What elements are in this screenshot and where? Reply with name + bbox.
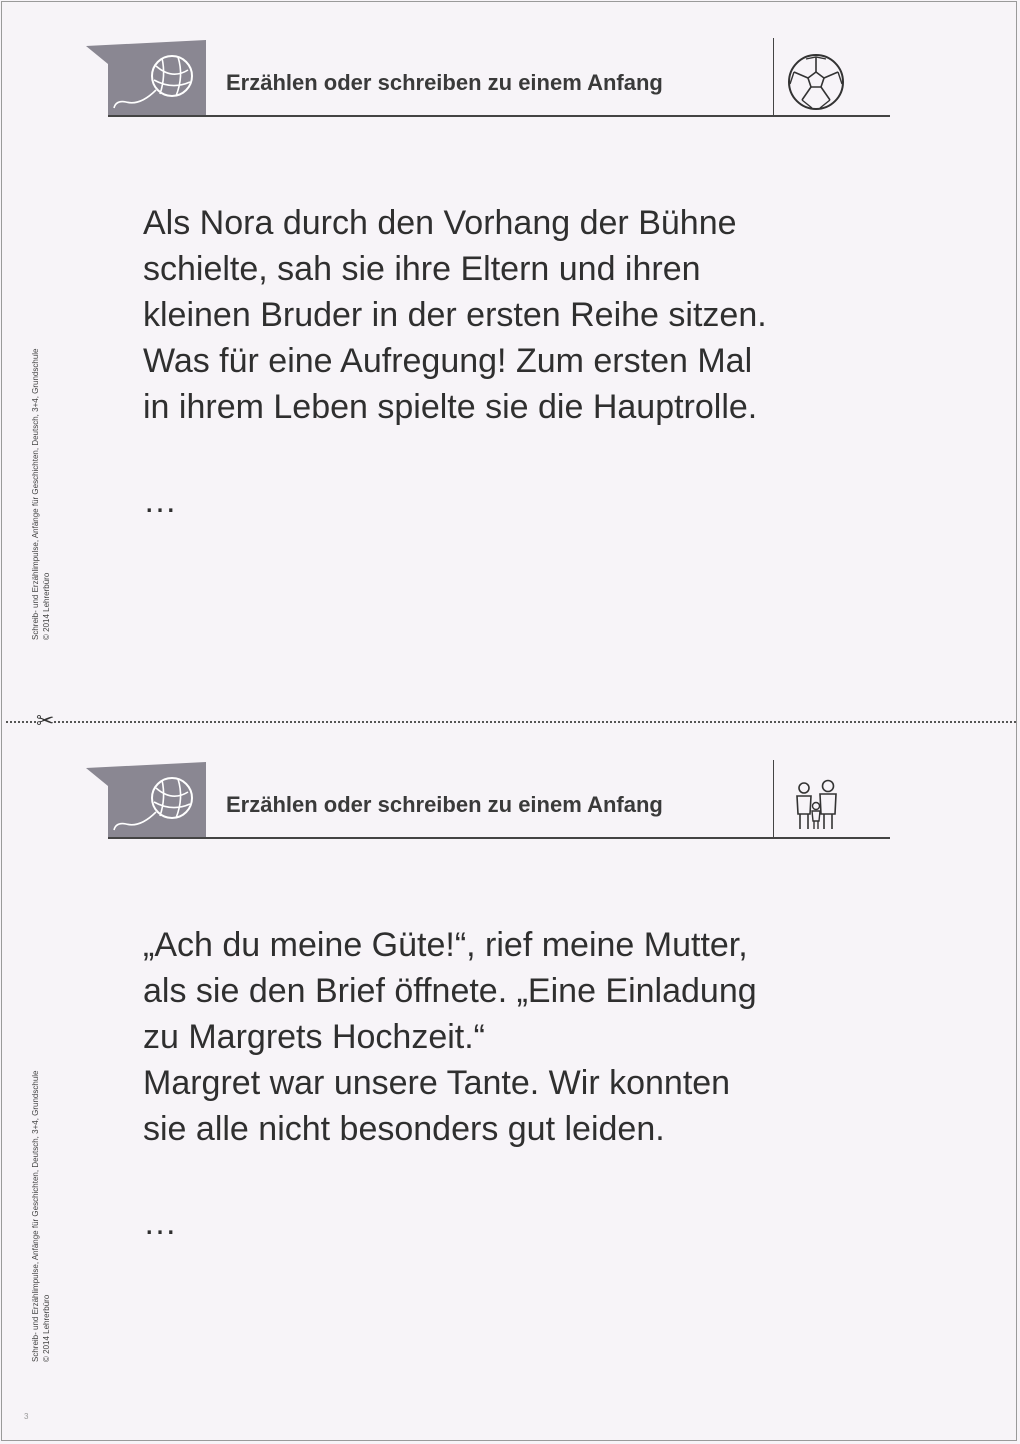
yarn-ball-banner-icon	[86, 762, 206, 838]
page-number: 3	[24, 1412, 29, 1421]
story-line: als sie den Brief öffnete. „Eine Einladung	[143, 972, 757, 1010]
story-line: in ihrem Leben spielte sie die Hauptrolle.	[143, 388, 758, 426]
yarn-ball-banner-icon	[86, 40, 206, 116]
story-line: Margret war unsere Tante. Wir konnten	[143, 1064, 731, 1102]
scissors-icon: ✂	[36, 708, 55, 733]
copyright-note: Schreib- und Erzählimpulse, Anfänge für Geschichten, Deutsch, 3+4, Grundschule © 2014 Lehrerbüro	[31, 348, 51, 640]
story-text	[143, 922, 883, 1152]
story-card-2	[0, 722, 1020, 1422]
story-line: Was für eine Aufregung! Zum ersten Mal	[143, 342, 753, 380]
header-divider	[773, 38, 774, 116]
family-icon	[786, 774, 846, 834]
continuation-ellipsis: …	[143, 1204, 177, 1242]
story-line: schielte, sah sie ihre Eltern und ihren	[143, 250, 701, 288]
card-title: Erzählen oder schreiben zu einem Anfang	[226, 792, 663, 817]
story-line: sie alle nicht besonders gut leiden.	[143, 1110, 665, 1148]
story-text	[143, 200, 883, 430]
copyright-note: Schreib- und Erzählimpulse, Anfänge für Geschichten, Deutsch, 3+4, Grundschule © 2014 Lehrerbüro	[31, 1070, 51, 1362]
continuation-ellipsis: …	[143, 482, 177, 520]
story-card-1	[0, 0, 1020, 700]
story-line: zu Margrets Hochzeit.“	[143, 1018, 485, 1056]
soccer-ball-icon	[786, 52, 846, 112]
story-line: kleinen Bruder in der ersten Reihe sitzen.	[143, 296, 767, 334]
header-divider	[773, 760, 774, 838]
story-line: Als Nora durch den Vorhang der Bühne	[143, 204, 737, 242]
story-line: „Ach du meine Güte!“, rief meine Mutter,	[143, 926, 748, 964]
card-title: Erzählen oder schreiben zu einem Anfang	[226, 70, 663, 95]
